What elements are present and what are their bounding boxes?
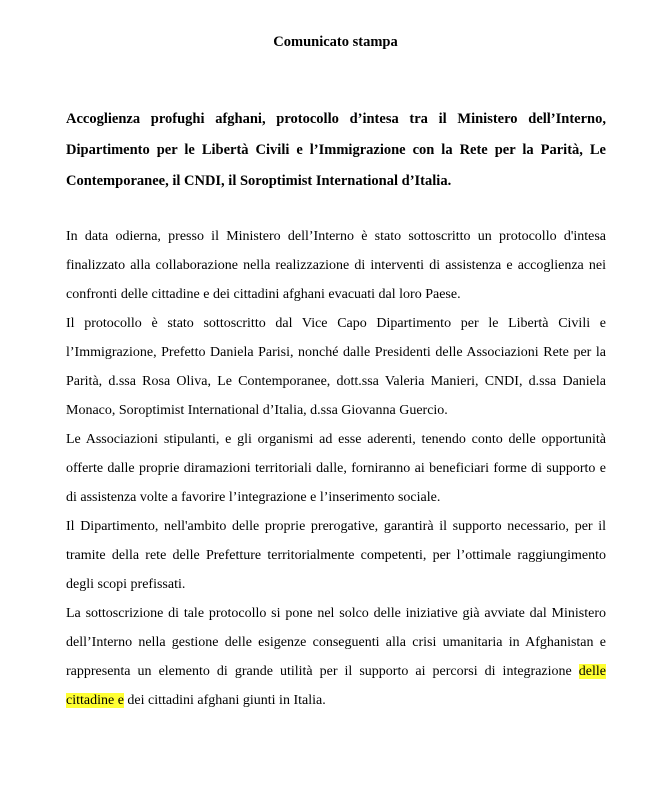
document-title: Comunicato stampa: [273, 34, 398, 50]
paragraph-department[interactable]: Il Dipartimento, nell'ambito delle proprie prerogative, garantirà il supporto necessario, per il tramite della rete delle Prefetture territorialmente competenti, per l’ottimale raggiungimento degli scopi prefissati.: [66, 519, 606, 592]
paragraph-conclusion[interactable]: [66, 599, 606, 715]
paragraph-associations[interactable]: Le Associazioni stipulanti, e gli organismi ad esse aderenti, tenendo conto delle opportunità offerte dalle proprie diramazioni territoriali dalle, forniranno ai beneficiari forme di supporto e di assistenza volte a favorire l’integrazione e l’inserimento sociale.: [66, 432, 606, 505]
highlighted-text[interactable]: delle cittadine e: [66, 664, 606, 708]
paragraph-signatories[interactable]: Il protocollo è stato sottoscritto dal Vice Capo Dipartimento per le Libertà Civili e l’Immigrazione, Prefetto Daniela Parisi, nonché dalle Presidenti delle Associazioni Rete per la Parità, d.ssa Rosa Oliva, Le Contemporanee, dott.ssa Valeria Manieri, CNDI, d.ssa Daniela Monaco, Soroptimist International d’Italia, d.ssa Giovanna Guercio.: [66, 316, 606, 418]
document-body[interactable]: [66, 222, 606, 715]
conclusion-text-end[interactable]: dei cittadini afghani giunti in Italia.: [123, 693, 326, 708]
conclusion-text-start[interactable]: La sottoscrizione di tale protocollo si pone nel solco delle iniziative già avviate dal Ministero dell’Interno nella gestione delle esigenze conseguenti alla crisi umanitaria in Afghanistan e rappresenta un elemento di grande utilità per il supporto ai percorsi di integrazione: [66, 606, 606, 679]
press-headline[interactable]: Accoglienza profughi afghani, protocollo d’intesa tra il Ministero dell’Interno, Dipartimento per le Libertà Civili e l’Immigrazione con la Rete per la Parità, Le Contemporanee, il CNDI, il Soroptimist International d’Italia.: [66, 111, 606, 189]
paragraph-intro[interactable]: In data odierna, presso il Ministero dell’Interno è stato sottoscritto un protocollo d'intesa finalizzato alla collaborazione nella realizzazione di interventi di assistenza e accoglienza nei confronti delle cittadine e dei cittadini afghani evacuati dal loro Paese.: [66, 229, 606, 302]
